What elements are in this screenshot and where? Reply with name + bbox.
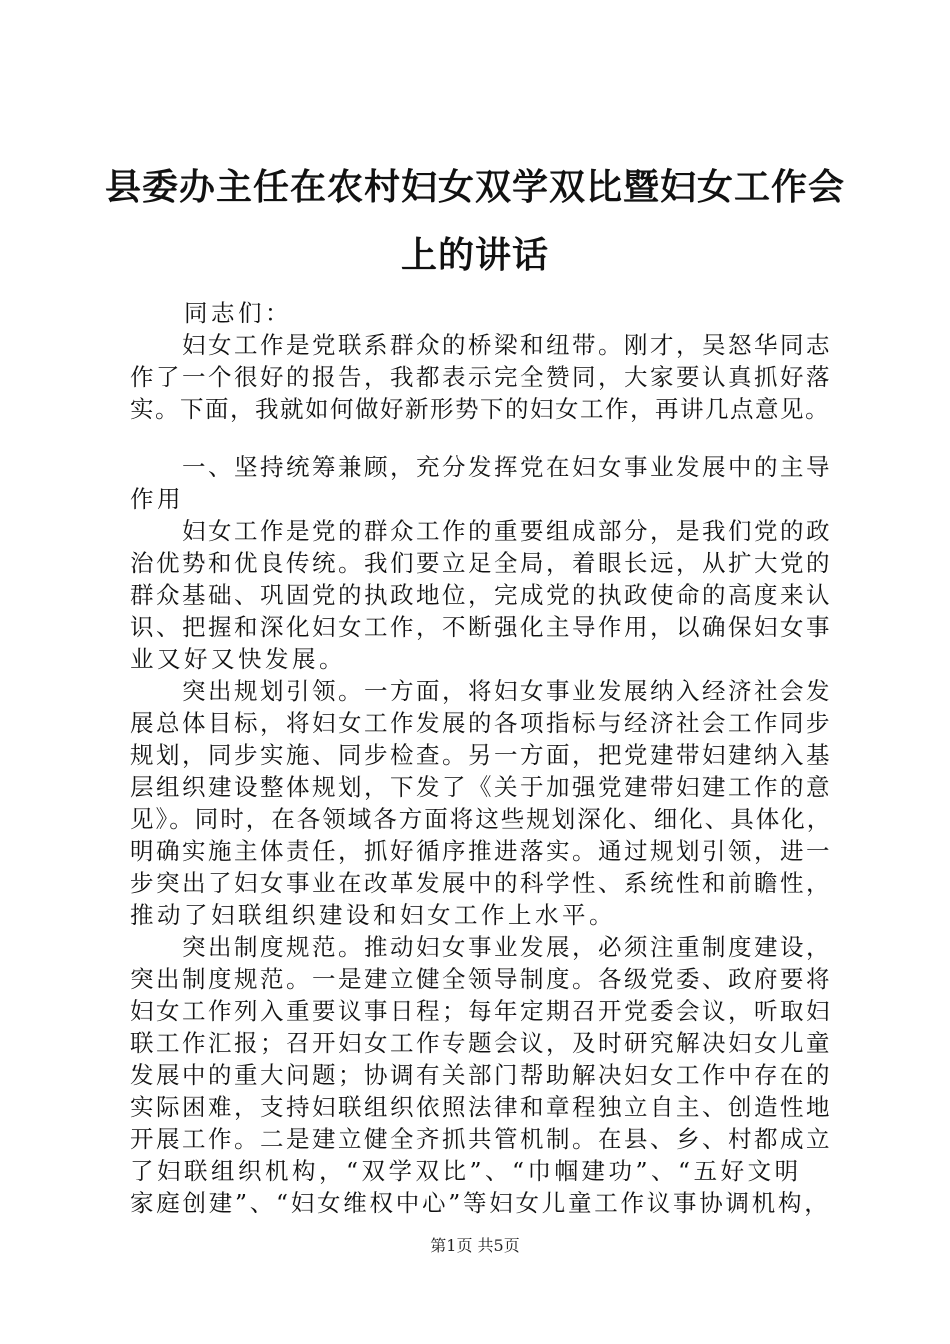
body-line: 展总体目标，将妇女工作发展的各项指标与经济社会工作同步 (130, 709, 832, 737)
body-line: 见》。同时，在各领域各方面将这些规划深化、细化、具体化， (130, 805, 833, 833)
body-line: 突出制度规范。推动妇女事业发展，必须注重制度建设， (130, 933, 832, 961)
section-heading-line: 作用 (130, 485, 184, 513)
body-line: 实际困难，支持妇联组织依照法律和章程独立自主、创造性地 (130, 1093, 832, 1121)
body-line: 业又好又快发展。 (130, 645, 346, 673)
body-line: 作了一个很好的报告，我都表示完全赞同，大家要认真抓好落 (130, 363, 832, 391)
body-line: 发展中的重大问题；协调有关部门帮助解决妇女工作中存在的 (130, 1061, 832, 1089)
body-line: 层组织建设整体规划，下发了《关于加强党建带妇建工作的意 (130, 773, 832, 801)
body-line: 推动了妇联组织建设和妇女工作上水平。 (130, 901, 616, 929)
document-title-line-2: 上的讲话 (400, 234, 549, 276)
body-line: 治优势和优良传统。我们要立足全局，着眼长远，从扩大党的 (130, 549, 832, 577)
body-line: 妇女工作列入重要议事日程；每年定期召开党委会议，听取妇 (130, 997, 832, 1025)
body-line: 规划，同步实施、同步检查。另一方面，把党建带妇建纳入基 (130, 741, 832, 769)
body-line: 妇女工作是党联系群众的桥梁和纽带。刚才，吴怒华同志 (130, 331, 832, 359)
page-footer: 第1页 共5页 (430, 1236, 520, 1255)
body-line: 实。下面，我就如何做好新形势下的妇女工作，再讲几点意见。 (130, 395, 830, 423)
body-line: 群众基础、巩固党的执政地位，完成党的执政使命的高度来认 (130, 581, 832, 609)
body-line: 妇女工作是党的群众工作的重要组成部分，是我们党的政 (130, 517, 832, 545)
body-line: 开展工作。二是建立健全齐抓共管机制。在县、乡、村都成立 (130, 1125, 832, 1153)
body-line: 突出制度规范。一是建立健全领导制度。各级党委、政府要将 (130, 965, 832, 993)
section-heading-line: 一、坚持统筹兼顾，充分发挥党在妇女事业发展中的主导 (130, 453, 832, 481)
body-line: 突出规划引领。一方面，将妇女事业发展纳入经济社会发 (130, 677, 832, 705)
body-line: 了妇联组织机构，“双学双比”、“巾帼建功”、“五好文明 (130, 1157, 802, 1185)
body-line: 步突出了妇女事业在改革发展中的科学性、系统性和前瞻性， (130, 869, 832, 897)
body-line: 家庭创建”、“妇女维权中心”等妇女儿童工作议事协调机构， (130, 1189, 831, 1217)
body-line: 联工作汇报；召开妇女工作专题会议，及时研究解决妇女儿童 (130, 1029, 832, 1057)
body-line: 识、把握和深化妇女工作，不断强化主导作用，以确保妇女事 (130, 613, 832, 641)
body-line: 明确实施主体责任，抓好循序推进落实。通过规划引领，进一 (130, 837, 832, 865)
document-title-line-1: 县委办主任在农村妇女双学双比暨妇女工作会 (104, 166, 845, 208)
body-line: 同志们： (130, 299, 292, 327)
